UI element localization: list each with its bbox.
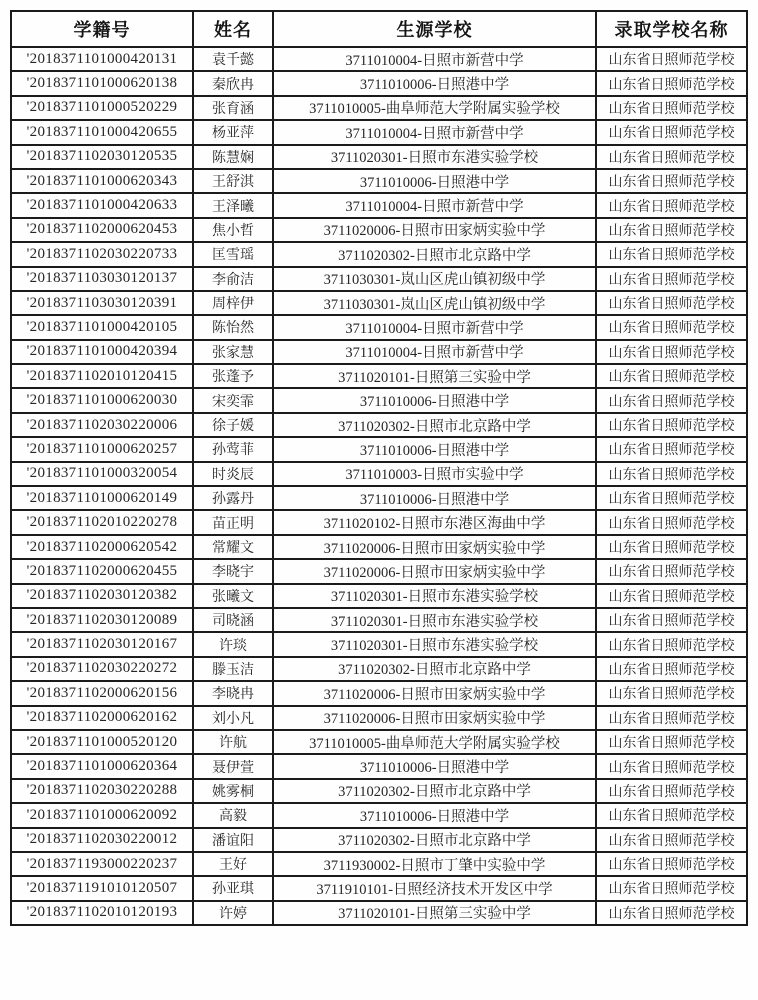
source-school-cell: 3711020101-日照第三实验中学 — [273, 364, 596, 388]
source-school-cell: 3711010005-曲阜师范大学附属实验学校 — [273, 96, 596, 120]
table-row — [11, 47, 747, 71]
student-name-cell: 李晓宇 — [193, 559, 273, 583]
student-id-cell: '2018371102030120535 — [11, 145, 193, 169]
table-row — [11, 364, 747, 388]
table-row — [11, 145, 747, 169]
student-id-cell: '2018371101000420633 — [11, 193, 193, 217]
student-name-cell: 张育涵 — [193, 96, 273, 120]
student-id-cell: '2018371101000420655 — [11, 120, 193, 144]
header-row — [11, 11, 747, 47]
student-id-cell: '2018371102010120415 — [11, 364, 193, 388]
admitted-school-cell: 山东省日照师范学校 — [596, 852, 747, 876]
admitted-school-cell: 山东省日照师范学校 — [596, 169, 747, 193]
student-name-cell: 张家慧 — [193, 340, 273, 364]
student-name-cell: 李晓冉 — [193, 681, 273, 705]
table-row — [11, 876, 747, 900]
student-name-cell: 焦小哲 — [193, 218, 273, 242]
admitted-school-cell: 山东省日照师范学校 — [596, 657, 747, 681]
student-id-cell: '2018371102030120382 — [11, 584, 193, 608]
student-id-cell: '2018371103030120137 — [11, 267, 193, 291]
source-school-cell: 3711010006-日照港中学 — [273, 486, 596, 510]
student-id-cell: '2018371102000620156 — [11, 681, 193, 705]
table-row — [11, 193, 747, 217]
admitted-school-cell: 山东省日照师范学校 — [596, 267, 747, 291]
student-name-cell: 许婷 — [193, 901, 273, 925]
student-id-cell: '2018371102010220278 — [11, 510, 193, 534]
source-school-cell: 3711020006-日照市田家炳实验中学 — [273, 218, 596, 242]
source-school-cell: 3711020102-日照市东港区海曲中学 — [273, 510, 596, 534]
table-row — [11, 242, 747, 266]
student-name-cell: 宋奕霏 — [193, 388, 273, 412]
student-name-cell: 匡雪瑶 — [193, 242, 273, 266]
admitted-school-cell: 山东省日照师范学校 — [596, 681, 747, 705]
table-row — [11, 462, 747, 486]
student-name-cell: 陈怡然 — [193, 315, 273, 339]
table-row — [11, 559, 747, 583]
student-id-cell: '2018371101000420105 — [11, 315, 193, 339]
table-row — [11, 681, 747, 705]
admitted-school-cell: 山东省日照师范学校 — [596, 315, 747, 339]
student-id-cell: '2018371191010120507 — [11, 876, 193, 900]
student-name-cell: 常耀文 — [193, 535, 273, 559]
source-school-cell: 3711010005-曲阜师范大学附属实验学校 — [273, 730, 596, 754]
student-name-cell: 孙露丹 — [193, 486, 273, 510]
admitted-school-cell: 山东省日照师范学校 — [596, 559, 747, 583]
table-row — [11, 535, 747, 559]
column-header-admitted-school: 录取学校名称 — [596, 11, 747, 47]
admitted-school-cell: 山东省日照师范学校 — [596, 340, 747, 364]
admitted-school-cell: 山东省日照师范学校 — [596, 803, 747, 827]
admitted-school-cell: 山东省日照师范学校 — [596, 510, 747, 534]
student-id-cell: '2018371102030120089 — [11, 608, 193, 632]
source-school-cell: 3711020006-日照市田家炳实验中学 — [273, 535, 596, 559]
table-row — [11, 754, 747, 778]
table-row — [11, 852, 747, 876]
student-name-cell: 王舒淇 — [193, 169, 273, 193]
source-school-cell: 3711020302-日照市北京路中学 — [273, 657, 596, 681]
student-name-cell: 滕玉洁 — [193, 657, 273, 681]
admitted-school-cell: 山东省日照师范学校 — [596, 437, 747, 461]
table-row — [11, 340, 747, 364]
student-name-cell: 姚雾桐 — [193, 779, 273, 803]
admitted-school-cell: 山东省日照师范学校 — [596, 413, 747, 437]
table-row — [11, 388, 747, 412]
source-school-cell: 3711010006-日照港中学 — [273, 71, 596, 95]
admitted-school-cell: 山东省日照师范学校 — [596, 779, 747, 803]
student-name-cell: 周梓伊 — [193, 291, 273, 315]
source-school-cell: 3711020301-日照市东港实验学校 — [273, 584, 596, 608]
table-row — [11, 169, 747, 193]
source-school-cell: 3711010003-日照市实验中学 — [273, 462, 596, 486]
column-header-student-id: 学籍号 — [11, 11, 193, 47]
admitted-school-cell: 山东省日照师范学校 — [596, 218, 747, 242]
student-name-cell: 司晓涵 — [193, 608, 273, 632]
source-school-cell: 3711020301-日照市东港实验学校 — [273, 145, 596, 169]
table-row — [11, 218, 747, 242]
table-row — [11, 657, 747, 681]
table-row — [11, 315, 747, 339]
student-id-cell: '2018371101000520120 — [11, 730, 193, 754]
student-name-cell: 张曦文 — [193, 584, 273, 608]
admitted-school-cell: 山东省日照师范学校 — [596, 71, 747, 95]
student-id-cell: '2018371102030220006 — [11, 413, 193, 437]
admission-roster-table — [10, 10, 748, 926]
source-school-cell: 3711910101-日照经济技术开发区中学 — [273, 876, 596, 900]
student-id-cell: '2018371102030220012 — [11, 828, 193, 852]
source-school-cell: 3711030301-岚山区虎山镇初级中学 — [273, 267, 596, 291]
student-name-cell: 孙莺菲 — [193, 437, 273, 461]
student-id-cell: '2018371102030220272 — [11, 657, 193, 681]
admitted-school-cell: 山东省日照师范学校 — [596, 876, 747, 900]
admitted-school-cell: 山东省日照师范学校 — [596, 120, 747, 144]
source-school-cell: 3711020006-日照市田家炳实验中学 — [273, 559, 596, 583]
student-name-cell: 李俞洁 — [193, 267, 273, 291]
table-row — [11, 437, 747, 461]
student-name-cell: 孙亚琪 — [193, 876, 273, 900]
student-id-cell: '2018371101000620149 — [11, 486, 193, 510]
student-id-cell: '2018371102000620455 — [11, 559, 193, 583]
student-id-cell: '2018371102000620162 — [11, 706, 193, 730]
admitted-school-cell: 山东省日照师范学校 — [596, 145, 747, 169]
admitted-school-cell: 山东省日照师范学校 — [596, 608, 747, 632]
admitted-school-cell: 山东省日照师范学校 — [596, 388, 747, 412]
table-row — [11, 120, 747, 144]
student-name-cell: 苗正明 — [193, 510, 273, 534]
student-name-cell: 聂伊萱 — [193, 754, 273, 778]
student-id-cell: '2018371102000620453 — [11, 218, 193, 242]
admitted-school-cell: 山东省日照师范学校 — [596, 828, 747, 852]
source-school-cell: 3711010006-日照港中学 — [273, 388, 596, 412]
student-id-cell: '2018371101000620092 — [11, 803, 193, 827]
table-row — [11, 267, 747, 291]
student-name-cell: 许航 — [193, 730, 273, 754]
table-row — [11, 96, 747, 120]
source-school-cell: 3711010004-日照市新营中学 — [273, 193, 596, 217]
source-school-cell: 3711010006-日照港中学 — [273, 169, 596, 193]
student-id-cell: '2018371101000620257 — [11, 437, 193, 461]
source-school-cell: 3711010004-日照市新营中学 — [273, 120, 596, 144]
admitted-school-cell: 山东省日照师范学校 — [596, 462, 747, 486]
admitted-school-cell: 山东省日照师范学校 — [596, 754, 747, 778]
source-school-cell: 3711020006-日照市田家炳实验中学 — [273, 706, 596, 730]
table-row — [11, 291, 747, 315]
source-school-cell: 3711030301-岚山区虎山镇初级中学 — [273, 291, 596, 315]
student-name-cell: 徐子媛 — [193, 413, 273, 437]
student-name-cell: 刘小凡 — [193, 706, 273, 730]
source-school-cell: 3711020301-日照市东港实验学校 — [273, 608, 596, 632]
student-name-cell: 时炎辰 — [193, 462, 273, 486]
source-school-cell: 3711930002-日照市丁肇中实验中学 — [273, 852, 596, 876]
source-school-cell: 3711020006-日照市田家炳实验中学 — [273, 681, 596, 705]
student-id-cell: '2018371101000420131 — [11, 47, 193, 71]
table-row — [11, 632, 747, 656]
student-name-cell: 王泽曦 — [193, 193, 273, 217]
student-id-cell: '2018371102000620542 — [11, 535, 193, 559]
admitted-school-cell: 山东省日照师范学校 — [596, 730, 747, 754]
student-name-cell: 陈慧娴 — [193, 145, 273, 169]
admitted-school-cell: 山东省日照师范学校 — [596, 193, 747, 217]
table-row — [11, 706, 747, 730]
student-name-cell: 秦欣冉 — [193, 71, 273, 95]
student-id-cell: '2018371101000520229 — [11, 96, 193, 120]
student-name-cell: 杨亚萍 — [193, 120, 273, 144]
student-name-cell: 袁千懿 — [193, 47, 273, 71]
student-id-cell: '2018371101000620030 — [11, 388, 193, 412]
admitted-school-cell: 山东省日照师范学校 — [596, 486, 747, 510]
source-school-cell: 3711010006-日照港中学 — [273, 437, 596, 461]
table-row — [11, 901, 747, 925]
source-school-cell: 3711020101-日照第三实验中学 — [273, 901, 596, 925]
admitted-school-cell: 山东省日照师范学校 — [596, 584, 747, 608]
source-school-cell: 3711010004-日照市新营中学 — [273, 340, 596, 364]
source-school-cell: 3711020302-日照市北京路中学 — [273, 242, 596, 266]
student-id-cell: '2018371103030120391 — [11, 291, 193, 315]
source-school-cell: 3711020302-日照市北京路中学 — [273, 779, 596, 803]
student-id-cell: '2018371102010120193 — [11, 901, 193, 925]
student-name-cell: 王好 — [193, 852, 273, 876]
table-row — [11, 486, 747, 510]
table-row — [11, 779, 747, 803]
admitted-school-cell: 山东省日照师范学校 — [596, 706, 747, 730]
table-row — [11, 803, 747, 827]
source-school-cell: 3711020302-日照市北京路中学 — [273, 828, 596, 852]
table-row — [11, 71, 747, 95]
student-id-cell: '2018371101000620364 — [11, 754, 193, 778]
table-row — [11, 608, 747, 632]
admitted-school-cell: 山东省日照师范学校 — [596, 632, 747, 656]
admitted-school-cell: 山东省日照师范学校 — [596, 901, 747, 925]
student-id-cell: '2018371101000620343 — [11, 169, 193, 193]
table-row — [11, 510, 747, 534]
student-id-cell: '2018371101000620138 — [11, 71, 193, 95]
table-row — [11, 584, 747, 608]
column-header-name: 姓名 — [193, 11, 273, 47]
student-id-cell: '2018371102030220288 — [11, 779, 193, 803]
student-id-cell: '2018371101000320054 — [11, 462, 193, 486]
admitted-school-cell: 山东省日照师范学校 — [596, 364, 747, 388]
student-id-cell: '2018371101000420394 — [11, 340, 193, 364]
student-id-cell: '2018371102030120167 — [11, 632, 193, 656]
student-name-cell: 许琰 — [193, 632, 273, 656]
table-row — [11, 828, 747, 852]
source-school-cell: 3711010006-日照港中学 — [273, 803, 596, 827]
student-id-cell: '2018371102030220733 — [11, 242, 193, 266]
source-school-cell: 3711020301-日照市东港实验学校 — [273, 632, 596, 656]
student-name-cell: 潘谊阳 — [193, 828, 273, 852]
table-row — [11, 730, 747, 754]
table-header — [11, 11, 747, 47]
table-row — [11, 413, 747, 437]
table-body — [11, 47, 747, 925]
student-name-cell: 高毅 — [193, 803, 273, 827]
student-id-cell: '2018371193000220237 — [11, 852, 193, 876]
column-header-source-school: 生源学校 — [273, 11, 596, 47]
source-school-cell: 3711010006-日照港中学 — [273, 754, 596, 778]
admitted-school-cell: 山东省日照师范学校 — [596, 47, 747, 71]
source-school-cell: 3711010004-日照市新营中学 — [273, 47, 596, 71]
source-school-cell: 3711020302-日照市北京路中学 — [273, 413, 596, 437]
admitted-school-cell: 山东省日照师范学校 — [596, 291, 747, 315]
student-name-cell: 张蓬予 — [193, 364, 273, 388]
admitted-school-cell: 山东省日照师范学校 — [596, 242, 747, 266]
admitted-school-cell: 山东省日照师范学校 — [596, 535, 747, 559]
source-school-cell: 3711010004-日照市新营中学 — [273, 315, 596, 339]
admitted-school-cell: 山东省日照师范学校 — [596, 96, 747, 120]
